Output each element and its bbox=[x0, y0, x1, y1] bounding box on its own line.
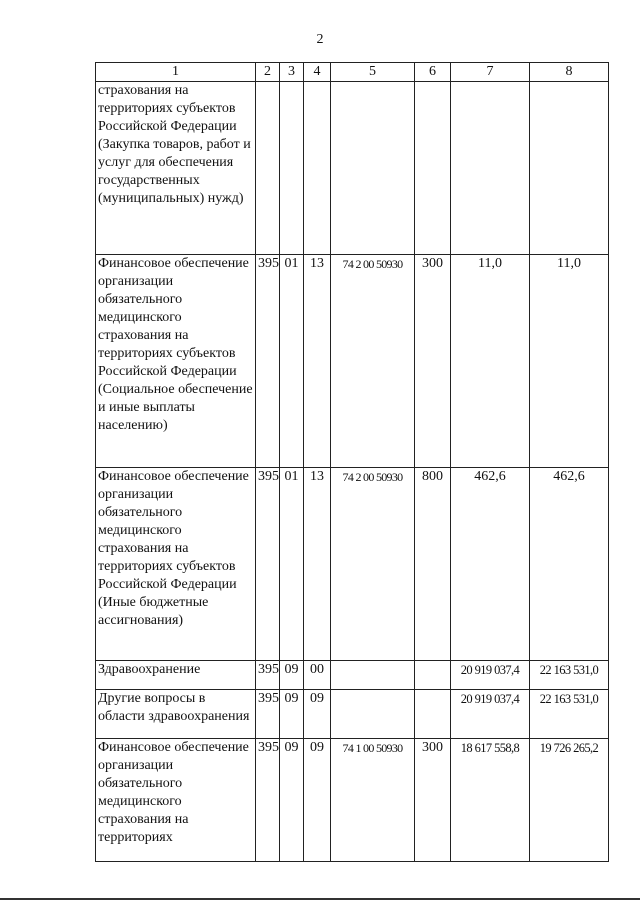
cell-target-article bbox=[331, 661, 415, 690]
cell-ministry bbox=[256, 82, 280, 255]
cell-expense-type: 300 bbox=[415, 255, 451, 468]
header-col-4: 4 bbox=[304, 63, 331, 82]
cell-expense-type: 300 bbox=[415, 739, 451, 862]
cell-expense-type: 800 bbox=[415, 468, 451, 661]
cell-section bbox=[280, 82, 304, 255]
cell-section: 09 bbox=[280, 690, 304, 739]
header-row bbox=[96, 63, 609, 82]
cell-amount-col7: 20 919 037,4 bbox=[451, 661, 530, 690]
cell-target-article: 74 1 00 50930 bbox=[331, 739, 415, 862]
cell-amount-col7: 18 617 558,8 bbox=[451, 739, 530, 862]
header-col-8: 8 bbox=[530, 63, 609, 82]
row-name: Финансовое обеспечение организации обязательного медицинского страхования на территориях субъектов Российской Федерации (Иные бюджетные ассигнования) bbox=[96, 468, 256, 661]
cell-amount-col7: 11,0 bbox=[451, 255, 530, 468]
cell-amount-col8: 462,6 bbox=[530, 468, 609, 661]
cell-section: 01 bbox=[280, 468, 304, 661]
row-name: Другие вопросы в области здравоохранения bbox=[96, 690, 256, 739]
cell-subsection: 09 bbox=[304, 739, 331, 862]
cell-expense-type bbox=[415, 82, 451, 255]
cell-ministry: 395 bbox=[256, 690, 280, 739]
cell-amount-col7: 462,6 bbox=[451, 468, 530, 661]
cell-target-article: 74 2 00 50930 bbox=[331, 468, 415, 661]
cell-subsection bbox=[304, 82, 331, 255]
cell-amount-col8 bbox=[530, 82, 609, 255]
table-row bbox=[96, 82, 609, 255]
cell-target-article: 74 2 00 50930 bbox=[331, 255, 415, 468]
header-col-5: 5 bbox=[331, 63, 415, 82]
cell-target-article bbox=[331, 82, 415, 255]
table-row bbox=[96, 468, 609, 661]
cell-amount-col8: 19 726 265,2 bbox=[530, 739, 609, 862]
cell-expense-type bbox=[415, 690, 451, 739]
cell-ministry: 395 bbox=[256, 739, 280, 862]
page-number: 2 bbox=[316, 32, 324, 47]
cell-amount-col8: 22 163 531,0 bbox=[530, 690, 609, 739]
cell-amount-col7 bbox=[451, 82, 530, 255]
cell-section: 09 bbox=[280, 661, 304, 690]
header-col-7: 7 bbox=[451, 63, 530, 82]
row-name: Финансовое обеспечение организации обязательного медицинского страхования на территориях bbox=[96, 739, 256, 862]
row-name: Здравоохранение bbox=[96, 661, 256, 690]
cell-ministry: 395 bbox=[256, 255, 280, 468]
table-row bbox=[96, 739, 609, 862]
cell-subsection: 09 bbox=[304, 690, 331, 739]
cell-section: 09 bbox=[280, 739, 304, 862]
row-name: Финансовое обеспечение организации обязательного медицинского страхования на территориях субъектов Российской Федерации (Социальное обеспечение и иные выплаты населению) bbox=[96, 255, 256, 468]
cell-amount-col7: 20 919 037,4 bbox=[451, 690, 530, 739]
cell-section: 01 bbox=[280, 255, 304, 468]
table-row bbox=[96, 661, 609, 690]
budget-table bbox=[95, 62, 609, 862]
header-col-1: 1 bbox=[96, 63, 256, 82]
page-bottom-divider bbox=[0, 898, 640, 900]
cell-subsection: 13 bbox=[304, 468, 331, 661]
cell-ministry: 395 bbox=[256, 468, 280, 661]
cell-ministry: 395 bbox=[256, 661, 280, 690]
cell-expense-type bbox=[415, 661, 451, 690]
table-row bbox=[96, 255, 609, 468]
cell-subsection: 00 bbox=[304, 661, 331, 690]
cell-subsection: 13 bbox=[304, 255, 331, 468]
table-row bbox=[96, 690, 609, 739]
cell-amount-col8: 22 163 531,0 bbox=[530, 661, 609, 690]
cell-amount-col8: 11,0 bbox=[530, 255, 609, 468]
row-name: страхования на территориях субъектов Российской Федерации (Закупка товаров, работ и услуг для обеспечения государственных (муниципальных) нужд) bbox=[96, 82, 256, 255]
header-col-2: 2 bbox=[256, 63, 280, 82]
cell-target-article bbox=[331, 690, 415, 739]
header-col-6: 6 bbox=[415, 63, 451, 82]
header-col-3: 3 bbox=[280, 63, 304, 82]
